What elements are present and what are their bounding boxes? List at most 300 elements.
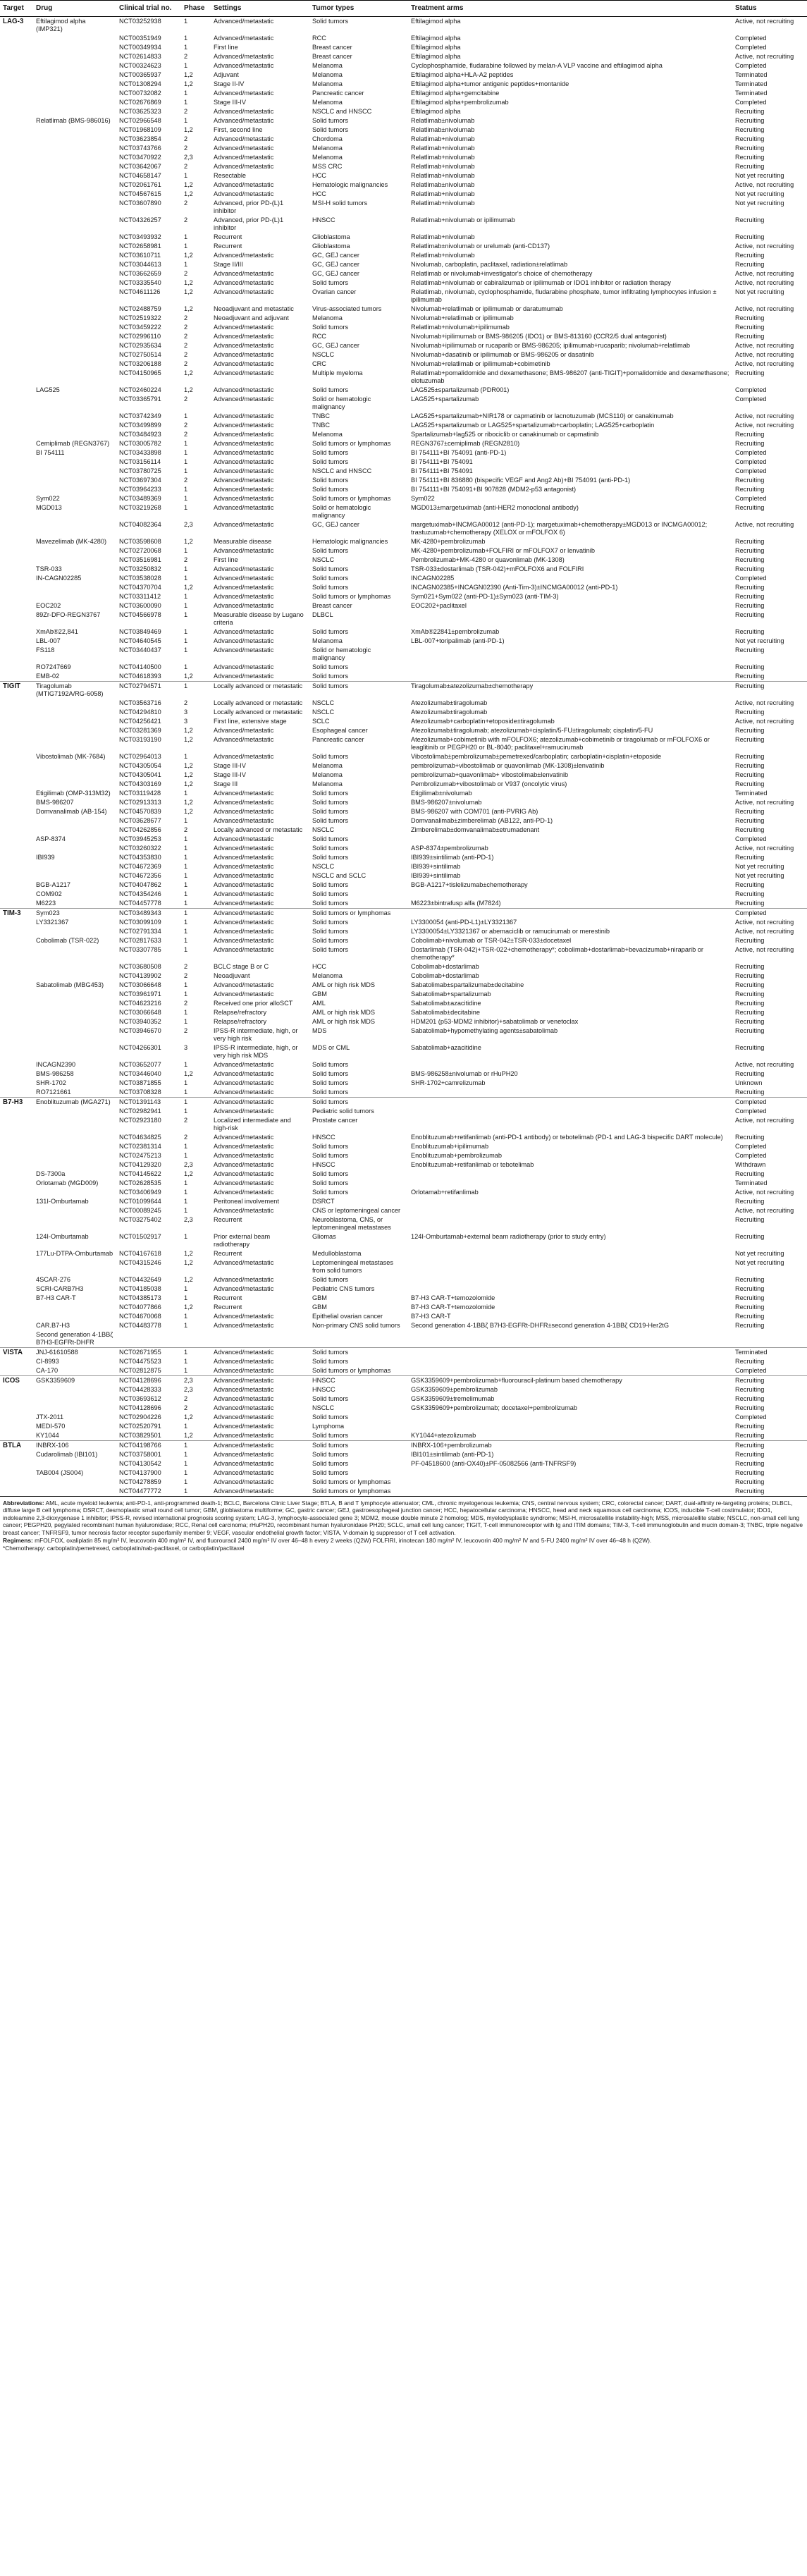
drug-cell (33, 80, 116, 89)
drug-cell (33, 430, 116, 439)
status-cell: Recruiting (735, 1322, 765, 1329)
setting-cell (211, 1330, 309, 1348)
status-cell: Recruiting (735, 762, 765, 769)
drug-cell (33, 34, 116, 43)
setting-cell: Advanced, prior PD-(L)1 inhibitor (214, 200, 284, 214)
target-cell (0, 708, 33, 717)
status-cell: Terminated (735, 71, 768, 78)
drug-cell (33, 369, 116, 386)
trial-number-cell: NCT01308294 (119, 80, 161, 87)
setting-cell: Locally advanced or metastatic (214, 709, 303, 716)
setting-cell: Recurrent (214, 1304, 242, 1311)
treatment-arms-cell: pembrolizumab+vibostolimab or quavonlimab (MK-1308)±lenvatinib (411, 762, 605, 769)
phase-cell: 2 (184, 1027, 188, 1034)
treatment-arms-cell: Relatlimab+nivolumab (411, 145, 475, 152)
treatment-arms-cell: Eftilagimod alpha+tumor antigenic peptides+montanide (411, 80, 569, 87)
drug-cell: Vibostolimab (MK-7684) (36, 753, 106, 760)
treatment-arms-cell: BMS-986207 with COM701 (anti-PVRIG Ab) (411, 808, 538, 815)
phase-cell: 1 (184, 449, 188, 456)
phase-cell: 1 (184, 1143, 188, 1150)
trial-number-cell: NCT04294810 (119, 709, 161, 716)
target-cell (0, 1303, 33, 1312)
status-cell: Recruiting (735, 1009, 765, 1016)
setting-cell: Advanced/metastatic (214, 1179, 274, 1186)
status-cell: Recruiting (735, 584, 765, 591)
tumor-type-cell: Melanoma (312, 99, 343, 106)
target-cell (0, 80, 33, 89)
tumor-type-cell: Hematologic malignancies (312, 538, 388, 545)
drug-cell (33, 1215, 116, 1232)
treatment-arms-cell: Cobolimab+dostarlimab (411, 963, 479, 970)
status-cell: Recruiting (735, 440, 765, 447)
phase-cell: 1 (184, 628, 188, 635)
table-row (0, 153, 807, 162)
status-cell: Completed (735, 62, 767, 69)
trial-number-cell: NCT03871855 (119, 1079, 161, 1086)
treatment-arms-cell: Atezolizumab+cobimetinib with mFOLFOX6; atezolizumab+cobimetinib or tiragolumab or mFOLFOX6 or leaglitinib or PEGPH20 or BL-8040; paclitaxel+ramucirumab (411, 736, 710, 751)
tumor-type-cell: Solid tumors (312, 673, 349, 680)
trial-number-cell: NCT03693612 (119, 1395, 161, 1402)
drug-cell: M6223 (36, 900, 56, 907)
target-cell (0, 1107, 33, 1116)
treatment-arms-cell: LAG525±spartalizumab (PDR001) (411, 386, 510, 393)
target-cell (0, 1069, 33, 1079)
drug-cell (33, 1160, 116, 1170)
tumor-type-cell: MSI-H solid tumors (312, 200, 368, 207)
target-cell (0, 890, 33, 899)
setting-cell: Advanced/metastatic (214, 1432, 274, 1439)
target-cell (0, 153, 33, 162)
table-row (0, 1303, 807, 1312)
target-cell: LAG-3 (0, 17, 33, 35)
status-cell: Not yet recruiting (735, 288, 784, 295)
treatment-arms-cell: Eftilagimod alpha+pembrolizumab (411, 99, 509, 106)
status-cell: Not yet recruiting (735, 1259, 784, 1266)
treatment-arms-cell: Nivolumab+relatlimab or ipilimumab+cobimetinib (411, 360, 550, 367)
treatment-arms-cell: Zimberelimab±domvanalimab±etrumadenant (411, 826, 540, 833)
status-cell: Recruiting (732, 682, 807, 699)
phase-cell: 3 (184, 1044, 188, 1051)
drug-cell (33, 844, 116, 853)
tumor-type-cell: HNSCC (312, 1161, 335, 1168)
drug-cell: BMS-986258 (36, 1070, 74, 1077)
status-cell: Recruiting (735, 673, 765, 680)
setting-cell: Advanced/metastatic (214, 584, 274, 591)
table-row (0, 1026, 807, 1043)
target-cell (0, 663, 33, 672)
table-row (0, 1459, 807, 1468)
setting-cell: Advanced/metastatic (214, 835, 274, 842)
table-row (0, 360, 807, 369)
trial-number-cell: NCT04305041 (119, 771, 161, 778)
status-cell: Recruiting (735, 900, 765, 907)
phase-cell: 1 (184, 1460, 188, 1467)
trial-number-cell: NCT03459222 (119, 324, 161, 331)
setting-cell: IPSS-R intermediate, high, or very high risk MDS (214, 1044, 298, 1059)
setting-cell: Advanced/metastatic (214, 35, 274, 42)
treatment-arms-cell: margetuximab+INCMGA00012 (anti-PD-1); margetuximab+chemotherapy±MGD013 or INCMGA00012; trastuzumab+chemotherapy (XELOX or mFOLFOX 6) (411, 521, 708, 536)
trial-number-cell: NCT03600090 (119, 602, 161, 609)
phase-cell: 1 (184, 835, 188, 842)
treatment-arms-cell (408, 1413, 732, 1422)
setting-cell: Advanced/metastatic (214, 1061, 274, 1068)
setting-cell: Relapse/refractory (214, 1018, 267, 1025)
tumor-type-cell: AML or high risk MDS (312, 1009, 376, 1016)
trial-number-cell: NCT03625323 (119, 108, 161, 115)
treatment-arms-cell: MGD013±margetuximab (anti-HER2 monoclonal antibody) (411, 504, 579, 511)
phase-cell: 1 (184, 172, 188, 179)
target-cell (0, 1366, 33, 1376)
phase-cell: 2 (184, 1395, 188, 1402)
phase-cell: 2 (184, 477, 188, 484)
table-row (0, 1069, 807, 1079)
status-cell: Recruiting (735, 709, 765, 716)
phase-cell: 1,2 (184, 1070, 193, 1077)
phase-cell: 1 (184, 1207, 188, 1214)
target-cell (0, 98, 33, 107)
table-row (0, 412, 807, 421)
setting-cell: Advanced/metastatic (214, 431, 274, 438)
drug-cell (33, 233, 116, 242)
status-cell: Completed (735, 458, 767, 465)
phase-cell: 1 (184, 35, 188, 42)
target-cell (0, 1043, 33, 1060)
phase-cell: 1,2 (184, 1170, 193, 1177)
tumor-type-cell: Solid tumors (312, 1143, 349, 1150)
status-cell: Recruiting (735, 1432, 765, 1439)
phase-cell: 2 (184, 556, 188, 563)
trial-number-cell: NCT02671955 (116, 1348, 181, 1358)
tumor-type-cell: Lymphoma (312, 1423, 345, 1430)
drug-cell (33, 816, 116, 826)
target-cell (0, 360, 33, 369)
tumor-type-cell: Esophageal cancer (312, 727, 368, 734)
phase-cell: 1 (184, 845, 188, 852)
drug-cell: Sym022 (36, 495, 60, 502)
status-cell: Recruiting (735, 727, 765, 734)
phase-cell: 2 (184, 422, 188, 429)
tumor-type-cell: Glioblastoma (312, 243, 350, 250)
trial-number-cell: NCT02658981 (119, 243, 161, 250)
treatment-arms-cell (408, 1258, 732, 1275)
trial-number-cell: NCT03470922 (119, 154, 161, 161)
treatment-arms-cell: Sym022 (411, 495, 435, 502)
treatment-arms-cell: HDM201 (p53-MDM2 inhibitor)+sabatolimab or venetoclax (411, 1018, 579, 1025)
status-cell: Recruiting (735, 1304, 765, 1311)
target-cell (0, 1330, 33, 1348)
drug-cell (33, 780, 116, 789)
tumor-type-cell: Solid tumors (312, 799, 349, 806)
treatment-arms-cell (408, 646, 732, 663)
phase-cell: 1 (184, 504, 188, 511)
target-cell (0, 1142, 33, 1151)
table-row (0, 421, 807, 430)
phase-cell: 1 (184, 1285, 188, 1292)
target-cell (0, 601, 33, 611)
setting-cell: Advanced/metastatic (214, 1488, 274, 1495)
trial-number-cell: NCT03780725 (119, 467, 161, 474)
tumor-type-cell: Solid tumors (312, 937, 349, 944)
drug-cell (33, 269, 116, 278)
trial-number-cell: NCT03433898 (119, 449, 161, 456)
setting-cell: IPSS-R intermediate, high, or very high risk (214, 1027, 298, 1042)
treatment-arms-cell (408, 909, 732, 919)
treatment-arms-cell (408, 672, 732, 682)
drug-cell (33, 98, 116, 107)
treatment-arms-cell (408, 1275, 732, 1284)
drug-cell: 89Zr-DFO-REGN3767 (36, 611, 101, 618)
treatment-arms-cell: GSK3359609±tremelimumab (411, 1395, 495, 1402)
drug-cell: Mavezelimab (MK-4280) (36, 538, 107, 545)
target-cell (0, 726, 33, 735)
setting-cell: Advanced/metastatic (214, 1395, 274, 1402)
drug-cell (33, 1026, 116, 1043)
target-cell (0, 116, 33, 125)
status-cell: Recruiting (735, 477, 765, 484)
drug-cell (33, 1459, 116, 1468)
treatment-arms-cell: LBL-007+toripalimab (anti-PD-1) (411, 637, 505, 644)
tumor-type-cell: Solid tumors (312, 808, 349, 815)
table-row (0, 476, 807, 485)
drug-cell: LY3321367 (36, 919, 69, 926)
tumor-type-cell: Ovarian cancer (312, 288, 357, 295)
status-cell: Completed (735, 467, 767, 474)
trial-number-cell: NCT03066648 (119, 1009, 161, 1016)
drug-cell (33, 61, 116, 70)
trial-number-cell: NCT02460224 (119, 386, 161, 393)
drug-cell: CAR.B7-H3 (36, 1322, 70, 1329)
phase-cell: 1 (184, 1152, 188, 1159)
table-row (0, 107, 807, 116)
target-cell (0, 1357, 33, 1366)
target-cell (0, 1450, 33, 1459)
col-header-status: Status (732, 1, 807, 17)
treatment-arms-cell: LAG525+spartalizumab or LAG525+spartalizumab+carboplatin; LAG525+carboplatin (411, 422, 655, 429)
target-cell (0, 1088, 33, 1098)
status-cell: Not yet recruiting (735, 1250, 784, 1257)
trial-number-cell: NCT03406949 (119, 1189, 161, 1196)
treatment-arms-cell: Sabatolimab+azacitidine (411, 1044, 481, 1051)
status-cell: Recruiting (735, 736, 765, 743)
trial-number-cell: NCT03516981 (119, 556, 161, 563)
status-cell: Recruiting (735, 890, 765, 897)
status-cell: Recruiting (735, 771, 765, 778)
phase-cell: 2,3 (181, 1376, 211, 1386)
treatment-arms-cell: Nivolumab+ipilimumab or BMS-986205 (IDO1) or BMS-813160 (CCR2/5 dual antagonist) (411, 333, 667, 340)
treatment-arms-cell: Etigilimab±nivolumab (411, 790, 472, 797)
tumor-type-cell: Solid or hematologic malignancy (312, 504, 371, 519)
drug-cell: TAB004 (JS004) (36, 1469, 84, 1476)
tumor-type-cell: Non-primary CNS solid tumors (312, 1322, 400, 1329)
phase-cell: 1 (184, 646, 188, 654)
trial-number-cell: NCT03563716 (119, 699, 161, 706)
tumor-type-cell: Gliomas (312, 1233, 336, 1240)
tumor-type-cell: Pediatric CNS tumors (312, 1285, 375, 1292)
target-cell (0, 971, 33, 981)
treatment-arms-cell: Relatlimab±nivolumab or urelumab (anti-CD137) (411, 243, 550, 250)
drug-cell: Sym023 (33, 909, 116, 919)
status-cell: Recruiting (735, 547, 765, 554)
tumor-type-cell: Solid tumors (312, 628, 349, 635)
setting-cell: Advanced/metastatic (214, 727, 274, 734)
target-cell (0, 1321, 33, 1330)
table-row (0, 752, 807, 761)
status-cell: Recruiting (735, 1170, 765, 1177)
treatment-arms-cell (408, 1330, 732, 1348)
table-row (0, 1394, 807, 1404)
phase-cell: 1,2 (184, 1259, 193, 1266)
phase-cell: 1 (184, 1313, 188, 1320)
table-row (0, 17, 807, 35)
setting-cell: Advanced/metastatic (214, 1143, 274, 1150)
target-cell (0, 1404, 33, 1413)
status-cell: Recruiting (735, 972, 765, 979)
treatment-arms-cell (408, 1215, 732, 1232)
status-cell: Unknown (735, 1079, 763, 1086)
setting-cell: Advanced/metastatic (214, 937, 274, 944)
trial-number-cell: NCT03680508 (119, 963, 161, 970)
setting-cell: Advanced/metastatic (214, 449, 274, 456)
trial-number-cell: NCT02475213 (119, 1152, 161, 1159)
table-row (0, 565, 807, 574)
setting-cell: Advanced/metastatic (214, 154, 274, 161)
treatment-arms-cell: Sabatolimab+spartalizumab (411, 990, 491, 998)
tumor-type-cell: MDS (312, 1027, 327, 1034)
treatment-arms-cell: Pembrolizumab+MK-4280 or quavonlimab (MK-1308) (411, 556, 565, 563)
target-cell (0, 853, 33, 862)
status-cell: Recruiting (735, 126, 765, 133)
tumor-type-cell: Medulloblastoma (312, 1250, 362, 1257)
tumor-type-cell: Solid tumors (312, 946, 349, 953)
target-cell (0, 862, 33, 871)
phase-cell: 1 (184, 1451, 188, 1458)
phase-cell: 1 (181, 17, 211, 35)
phase-cell: 1 (184, 790, 188, 797)
drug-cell: Cobolimab (TSR-022) (36, 937, 99, 944)
setting-cell: Advanced/metastatic (214, 1423, 274, 1430)
status-cell: Active, not recruiting (735, 181, 794, 188)
tumor-type-cell: Breast cancer (312, 44, 352, 51)
table-row (0, 503, 807, 520)
treatment-arms-cell (408, 1357, 732, 1366)
phase-cell: 1 (184, 872, 188, 879)
setting-cell: Advanced/metastatic (214, 1413, 274, 1421)
treatment-arms-cell: Vibostolimab±pembrolizumab±pemetrexed/carboplatin; carboplatin+cisplatin+etoposide (411, 753, 662, 760)
drug-cell: Second generation 4-1BBζ B7H3-EGFRt-DHFR (36, 1331, 113, 1346)
status-cell: Recruiting (735, 154, 765, 161)
status-cell: Not yet recruiting (735, 190, 784, 197)
table-row (0, 89, 807, 98)
drug-cell (33, 592, 116, 601)
phase-cell: 2 (184, 216, 188, 223)
status-cell: Completed (735, 35, 767, 42)
status-cell: Recruiting (735, 937, 765, 944)
setting-cell: Advanced/metastatic (214, 279, 274, 286)
treatment-arms-cell: Enoblituzumab+retifanlimab or tebotelimab (411, 1161, 534, 1168)
drug-cell: 131I-Omburtamab (36, 1198, 89, 1205)
setting-cell: Advanced/metastatic (214, 547, 274, 554)
status-cell: Active, not recruiting (735, 412, 794, 419)
target-cell (0, 735, 33, 752)
tumor-type-cell: Solid tumors or lymphomas (312, 1488, 391, 1495)
target-cell (0, 476, 33, 485)
treatment-arms-cell: MK-4280+pembrolizumab+FOLFIRI or mFOLFOX7 or lenvatinib (411, 547, 595, 554)
trial-number-cell: NCT03628677 (119, 817, 161, 824)
trial-number-cell: NCT02791334 (119, 928, 161, 935)
treatment-arms-cell: Tiragolumab±atezolizumab±chemotherapy (408, 682, 732, 699)
drug-cell (33, 726, 116, 735)
treatment-arms-cell: IBI939±sintilimab (anti-PD-1) (411, 854, 494, 861)
trial-number-cell: NCT03307785 (119, 946, 161, 953)
target-cell (0, 1008, 33, 1017)
phase-cell: 1 (184, 117, 188, 124)
table-row (0, 663, 807, 672)
treatment-arms-cell: Eftilagimod alpha (408, 17, 732, 35)
drug-cell (33, 190, 116, 199)
status-cell: Completed (735, 1143, 767, 1150)
setting-cell: Recurrent (214, 1250, 242, 1257)
tumor-type-cell: HNSCC (312, 1386, 335, 1393)
tumor-type-cell: Solid tumors (312, 1432, 349, 1439)
drug-cell (33, 546, 116, 556)
tumor-type-cell: Solid tumors (312, 477, 349, 484)
tumor-type-cell: Neuroblastoma, CNS, or leptomeningeal metastases (312, 1216, 391, 1231)
treatment-arms-cell: KY1044+atezolizumab (411, 1432, 476, 1439)
table-row (0, 34, 807, 43)
trial-number-cell: NCT02935634 (119, 342, 161, 349)
setting-cell: Advanced/metastatic (214, 504, 274, 511)
setting-cell: Advanced/metastatic (214, 53, 274, 60)
drug-cell: CA-170 (36, 1367, 58, 1374)
drug-cell (33, 962, 116, 971)
status-cell: Active, not recruiting (735, 799, 794, 806)
setting-cell: Advanced/metastatic (214, 990, 274, 998)
treatment-arms-cell: MK-4280+pembrolizumab (411, 538, 486, 545)
trial-number-cell: NCT03484923 (119, 431, 161, 438)
tumor-type-cell: Solid tumors (312, 835, 349, 842)
status-cell: Recruiting (735, 663, 765, 670)
phase-cell: 1,2 (184, 762, 193, 769)
tumor-type-cell: Solid tumors (312, 1460, 349, 1467)
setting-cell: Advanced/metastatic (214, 1404, 274, 1411)
status-cell: Recruiting (735, 1000, 765, 1007)
tumor-type-cell: Solid tumors (312, 1189, 349, 1196)
target-cell (0, 1179, 33, 1188)
trial-number-cell: NCT02381314 (119, 1143, 161, 1150)
status-cell: Active, not recruiting (735, 1207, 794, 1214)
status-cell: Completed (735, 835, 767, 842)
table-row (0, 439, 807, 448)
setting-cell: Advanced/metastatic (214, 324, 274, 331)
status-cell: Active, not recruiting (735, 919, 794, 926)
trial-number-cell: NCT04634825 (119, 1134, 161, 1141)
tumor-type-cell: Solid tumors or lymphomas (312, 495, 391, 502)
setting-cell: Advanced/metastatic (214, 799, 274, 806)
treatment-arms-cell (408, 1116, 732, 1133)
status-cell: Recruiting (735, 780, 765, 787)
status-cell: Active, not recruiting (735, 53, 794, 60)
treatment-arms-cell: Atezolizumab±tiragolumab (411, 709, 488, 716)
phase-cell: 2 (184, 163, 188, 170)
tumor-type-cell: Melanoma (312, 972, 343, 979)
drug-cell (33, 735, 116, 752)
table-row (0, 1404, 807, 1413)
phase-cell: 1 (184, 937, 188, 944)
drug-cell: 177Lu-DTPA-Omburtamab (36, 1250, 113, 1257)
setting-cell: Advanced/metastatic (214, 845, 274, 852)
target-cell (0, 717, 33, 726)
treatment-arms-cell: Eftilagimod alpha (411, 44, 461, 51)
